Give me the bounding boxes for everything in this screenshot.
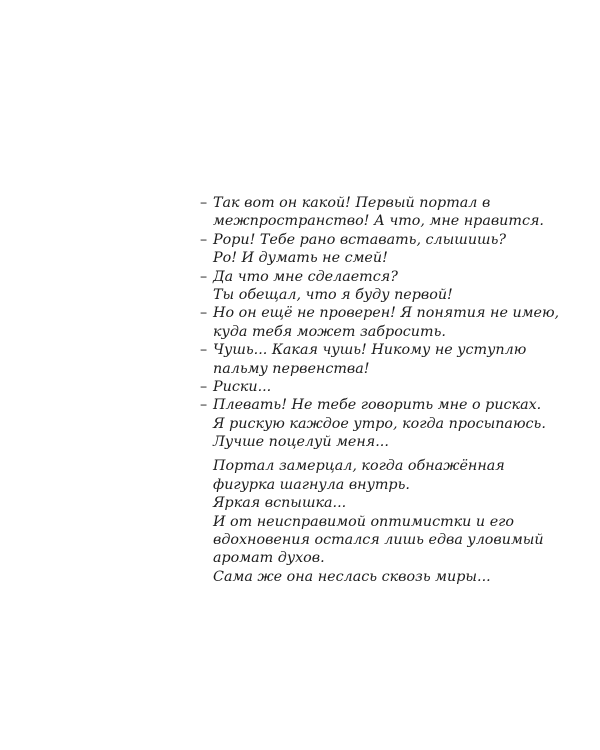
dialogue-line [200, 249, 530, 267]
narration-line: вдохновения остался лишь едва уловимый [213, 532, 544, 549]
dialogue-text: Риски... [213, 378, 272, 395]
narration-line: фигурка шагнула внутрь. [213, 476, 410, 493]
dialogue-text: Лучше поцелуй меня... [213, 434, 389, 451]
dialogue-line [200, 231, 530, 249]
dialogue-line [200, 396, 542, 414]
narration-line: аромат духов. [213, 550, 325, 567]
dialogue-line [200, 194, 530, 212]
narration-line: Яркая вспышка... [213, 495, 347, 512]
dialogue-line [200, 433, 530, 451]
dialogue-text: Я рискую каждое утро, когда просыпаюсь. [213, 415, 546, 432]
dialogue-dash: – [200, 268, 208, 285]
dialogue-line [200, 415, 546, 433]
dialogue-block [200, 194, 560, 451]
dialogue-line [200, 286, 530, 304]
dialogue-dash: – [200, 305, 208, 322]
dialogue-line [200, 341, 530, 359]
dialogue-line [200, 212, 544, 230]
dialogue-dash: – [200, 378, 208, 395]
dialogue-text: Чушь... Какая чушь! Никому не уступлю [213, 342, 527, 359]
narration-line: Сама же она неслась сквозь миры... [213, 568, 491, 585]
dialogue-dash: – [200, 397, 208, 414]
dialogue-text: Плевать! Не тебе говорить мне о рисках. [213, 397, 542, 414]
dialogue-line [200, 323, 530, 341]
dialogue-dash: – [200, 231, 208, 248]
dialogue-line [200, 360, 530, 378]
dialogue-dash: – [200, 342, 208, 359]
dialogue-text: Ты обещал, что я буду первой! [213, 286, 453, 303]
dialogue-text: межпространство! А что, мне нравится. [213, 213, 544, 230]
dialogue-text: Но он ещё не проверен! Я понятия не имею, [213, 305, 560, 322]
dialogue-text: Да что мне сделается? [213, 268, 398, 285]
dialogue-text: куда тебя может забросить. [213, 323, 446, 340]
dialogue-line [200, 378, 530, 396]
dialogue-line [200, 304, 560, 322]
page-text [200, 194, 560, 586]
dialogue-line [200, 268, 530, 286]
dialogue-text: Ро! И думать не смей! [213, 250, 388, 267]
dialogue-dash: – [200, 195, 208, 211]
narration-block [200, 457, 544, 586]
dialogue-text: Рори! Тебе рано вставать, слышишь? [213, 231, 507, 248]
dialogue-text: пальму первенства! [213, 360, 370, 377]
narration-line: Портал замерцал, когда обнажённая [213, 458, 505, 475]
dialogue-text: Так вот он какой! Первый портал в [213, 195, 491, 211]
narration-line: И от неисправимой оптимистки и его [213, 513, 514, 530]
